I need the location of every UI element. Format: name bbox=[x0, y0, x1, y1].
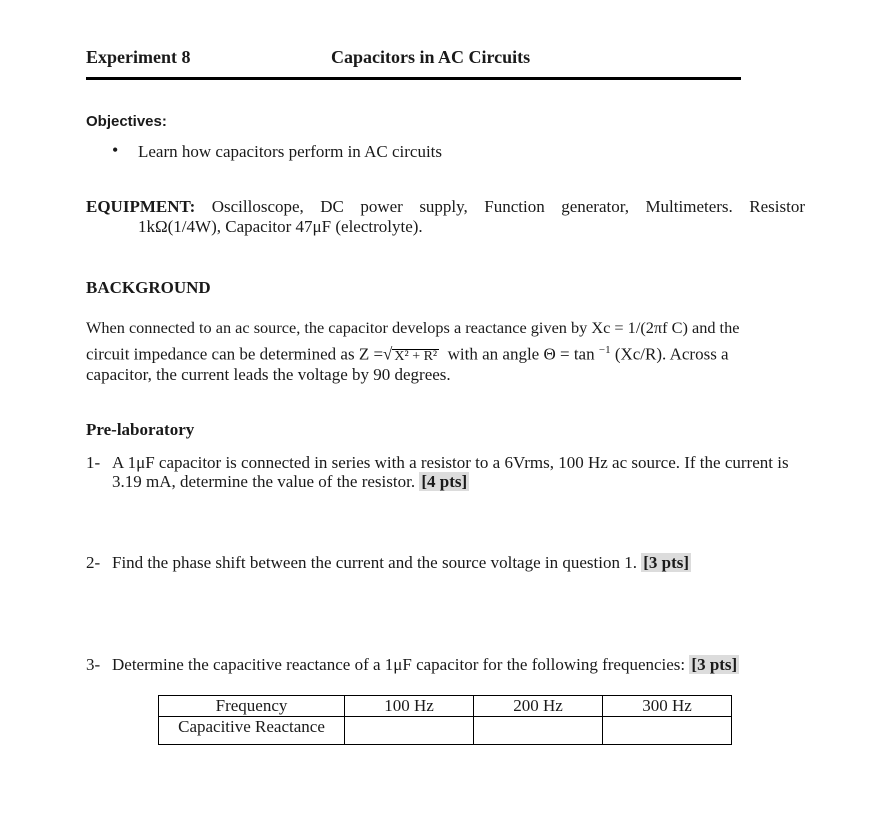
equipment-word: Resistor bbox=[749, 197, 805, 216]
table-cell[interactable] bbox=[603, 717, 732, 745]
angle-text: with an angle Θ = tan bbox=[447, 344, 595, 364]
points-badge: [3 pts] bbox=[643, 553, 690, 572]
table-cell[interactable] bbox=[345, 717, 474, 745]
background-paragraph bbox=[86, 318, 805, 385]
points-badge: [4 pts] bbox=[421, 472, 468, 491]
points-badge: [3 pts] bbox=[691, 655, 738, 674]
equipment-word: Multimeters. bbox=[645, 197, 733, 216]
sqrt-expression: X² + R² bbox=[394, 348, 438, 364]
bullet-icon: • bbox=[112, 140, 119, 160]
objectives-title: Objectives: bbox=[86, 113, 167, 130]
question-2 bbox=[86, 553, 805, 572]
background-title: BACKGROUND bbox=[86, 278, 211, 297]
question-2-text: Find the phase shift between the current and the source voltage in question 1. bbox=[112, 553, 637, 572]
objective-item: Learn how capacitors perform in AC circuits bbox=[138, 142, 443, 161]
impedance-text: circuit impedance can be determined as Z = bbox=[86, 344, 384, 364]
table-header-frequency: Frequency bbox=[159, 696, 345, 717]
background-line-1 bbox=[86, 318, 805, 338]
equipment-word: DC bbox=[320, 197, 344, 216]
equipment-line-2: 1kΩ(1/4W), Capacitor 47μF (electrolyte). bbox=[138, 217, 423, 236]
sqrt-icon: √ bbox=[383, 344, 393, 364]
prelab-title: Pre-laboratory bbox=[86, 420, 195, 439]
question-number: 1- bbox=[86, 453, 101, 472]
question-number: 2- bbox=[86, 553, 101, 572]
equipment-label: EQUIPMENT: bbox=[86, 197, 196, 216]
equipment-word: supply, bbox=[419, 197, 468, 216]
question-number: 3- bbox=[86, 655, 101, 674]
equipment-word: generator, bbox=[561, 197, 629, 216]
table-row bbox=[159, 717, 732, 745]
table-header-row bbox=[159, 696, 732, 717]
table-header-300hz: 300 Hz bbox=[603, 696, 732, 717]
background-line-1-text: When connected to an ac source, the capacitor develops a reactance given by Xc = 1/(2πf C) and the bbox=[86, 318, 740, 337]
table-row-label: Capacitive Reactance bbox=[159, 717, 345, 745]
equipment-word: Oscilloscope, bbox=[211, 197, 304, 216]
page-title: Capacitors in AC Circuits bbox=[331, 47, 531, 67]
background-line-2 bbox=[86, 340, 805, 365]
header-rule bbox=[86, 77, 741, 80]
table-header-200hz: 200 Hz bbox=[474, 696, 603, 717]
question-1-line-2: 3.19 mA, determine the value of the resistor. bbox=[112, 472, 416, 491]
experiment-label: Experiment 8 bbox=[86, 47, 191, 67]
equipment-word: power bbox=[360, 197, 403, 216]
reactance-table bbox=[158, 695, 732, 745]
table-header-100hz: 100 Hz bbox=[345, 696, 474, 717]
across-text: (Xc/R). Across a bbox=[614, 344, 729, 364]
table-cell[interactable] bbox=[474, 717, 603, 745]
equipment-word: Function bbox=[484, 197, 545, 216]
question-1-line-1: A 1μF capacitor is connected in series with a resistor to a 6Vrms, 100 Hz ac source. If the current is bbox=[112, 453, 789, 472]
superscript: −1 bbox=[598, 344, 611, 356]
background-line-3: capacitor, the current leads the voltage by 90 degrees. bbox=[86, 364, 451, 384]
question-3 bbox=[86, 655, 805, 674]
question-1 bbox=[86, 453, 805, 491]
question-3-text: Determine the capacitive reactance of a 1μF capacitor for the following frequencies: bbox=[112, 655, 686, 674]
equipment-section bbox=[86, 197, 805, 237]
